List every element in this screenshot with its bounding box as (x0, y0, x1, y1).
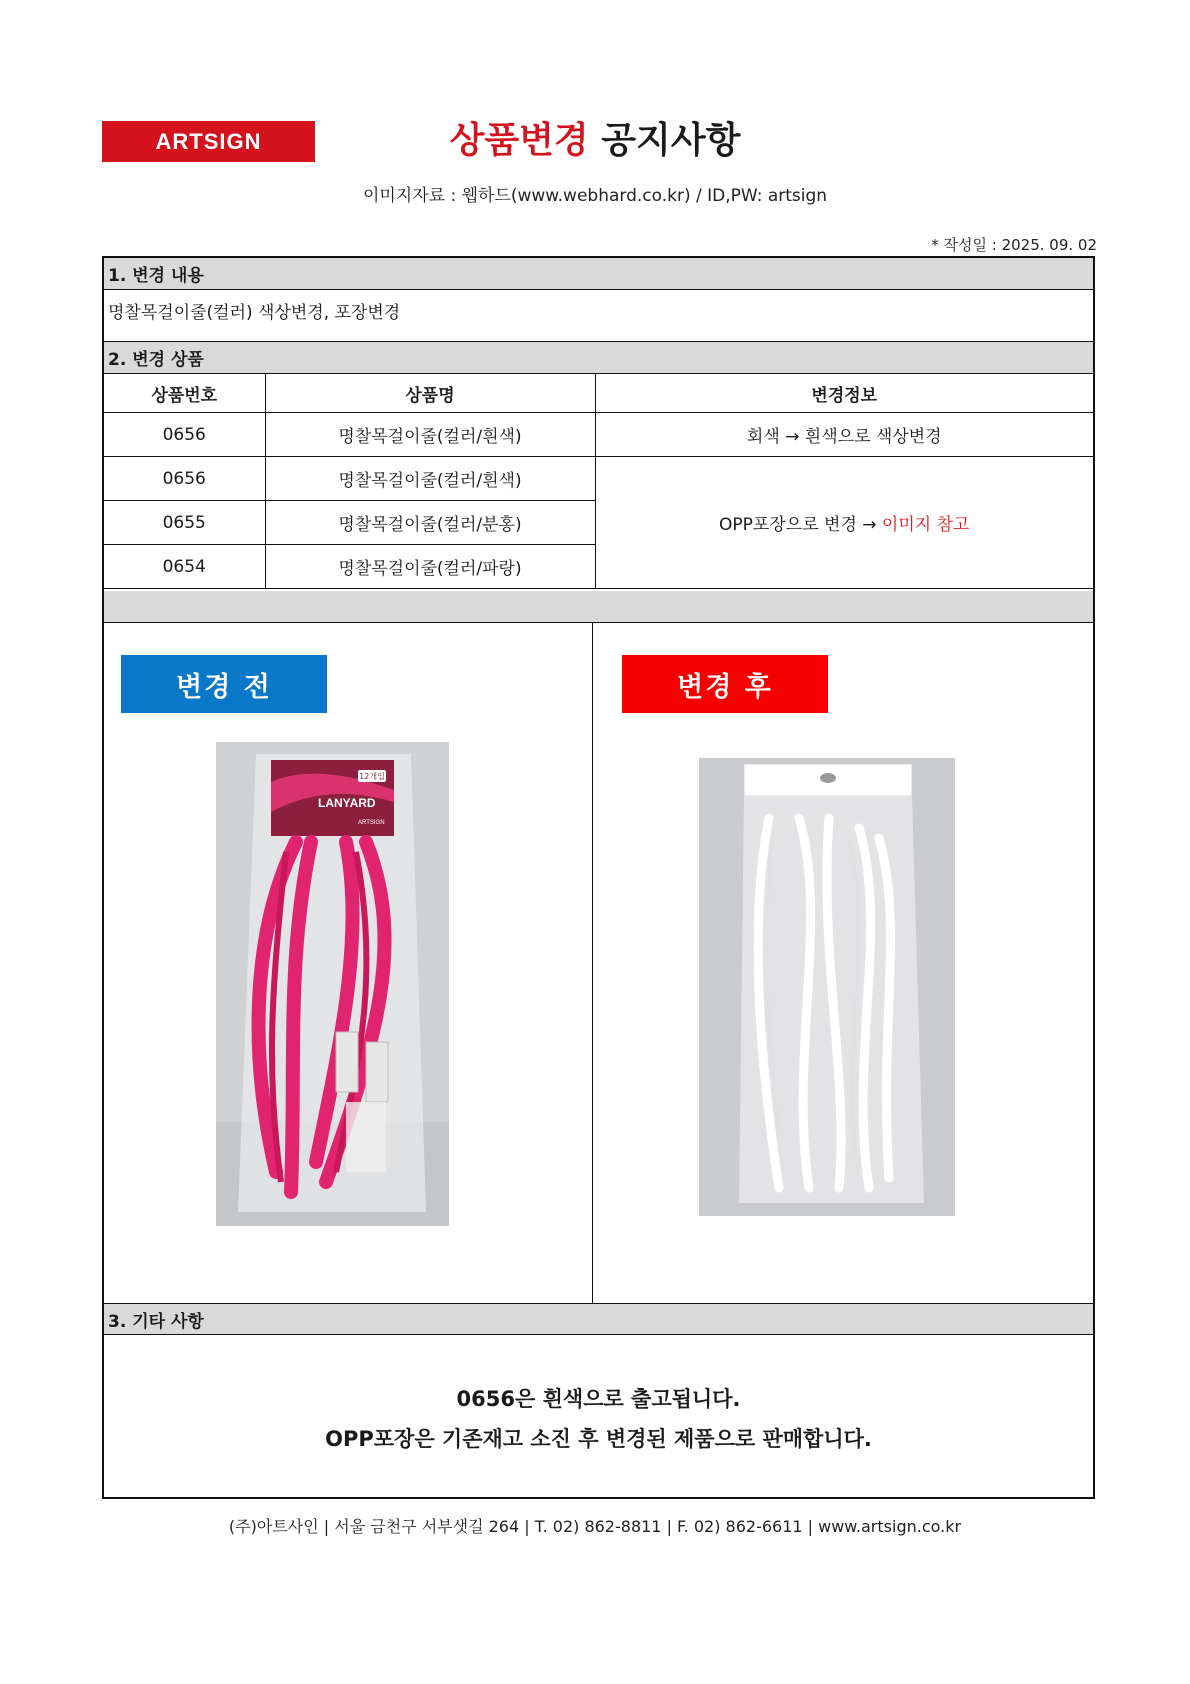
product-code: 0654 (104, 545, 265, 589)
change-info (595, 457, 1093, 589)
image-source-note: 이미지자료 : 웹하드(www.webhard.co.kr) / ID,PW: artsign (362, 186, 828, 206)
product-name: 명찰목걸이줄(컬러/흰색) (265, 457, 595, 501)
column-header: 상품명 (265, 374, 595, 413)
after-label: 변경 후 (622, 655, 828, 713)
product-name: 명찰목걸이줄(컬러/분홍) (265, 501, 595, 545)
title-highlight: 상품변경 (449, 120, 589, 161)
company-footer: (주)아트사인 | 서울 금천구 서부샛길 264 | T. 02) 862-8811 | F. 02) 862-6611 | www.artsign.co.kr (228, 1517, 962, 1536)
column-header: 변경정보 (595, 374, 1093, 413)
before-product-photo (216, 742, 449, 1226)
notice-frame (102, 256, 1095, 1499)
before-label: 변경 전 (121, 655, 327, 713)
after-product-photo (699, 758, 955, 1216)
product-name: 명찰목걸이줄(컬러/흰색) (265, 413, 595, 457)
column-divider (592, 623, 593, 1304)
change-info-text: OPP포장으로 변경 → (719, 515, 882, 535)
company-logo: ARTSIGN (102, 121, 315, 162)
product-code: 0656 (104, 413, 265, 457)
table-row (104, 413, 1093, 457)
column-header: 상품번호 (104, 374, 265, 413)
package-label-text: LANYARD (318, 796, 376, 810)
product-code: 0655 (104, 501, 265, 545)
table-row (104, 457, 1093, 501)
change-content-text: 명찰목걸이줄(컬러) 색상변경, 포장변경 (108, 303, 401, 323)
title-rest: 공지사항 (601, 120, 741, 161)
change-info-highlight: 이미지 참고 (881, 515, 970, 535)
product-table (104, 374, 1093, 589)
section-heading-change-content: 1. 변경 내용 (104, 258, 1093, 290)
written-date: * 작성일 : 2025. 09. 02 (931, 236, 1097, 254)
notice-line-1: 0656은 흰색으로 출고됩니다. (456, 1387, 741, 1411)
table-header-row (104, 374, 1093, 413)
spacer-bar (104, 591, 1093, 623)
page-title (0, 112, 1190, 163)
notice-line-2: OPP포장은 기존재고 소진 후 변경된 제품으로 판매합니다. (325, 1427, 872, 1451)
product-code: 0656 (104, 457, 265, 501)
product-name: 명찰목걸이줄(컬러/파랑) (265, 545, 595, 589)
section-heading-etc: 3. 기타 사항 (104, 1303, 1093, 1335)
package-badge-text: 12개입 (359, 772, 385, 781)
change-info: 회색 → 흰색으로 색상변경 (595, 413, 1093, 457)
section-heading-changed-products: 2. 변경 상품 (104, 342, 1093, 374)
package-brand-text: ARTSIGN (358, 820, 385, 826)
